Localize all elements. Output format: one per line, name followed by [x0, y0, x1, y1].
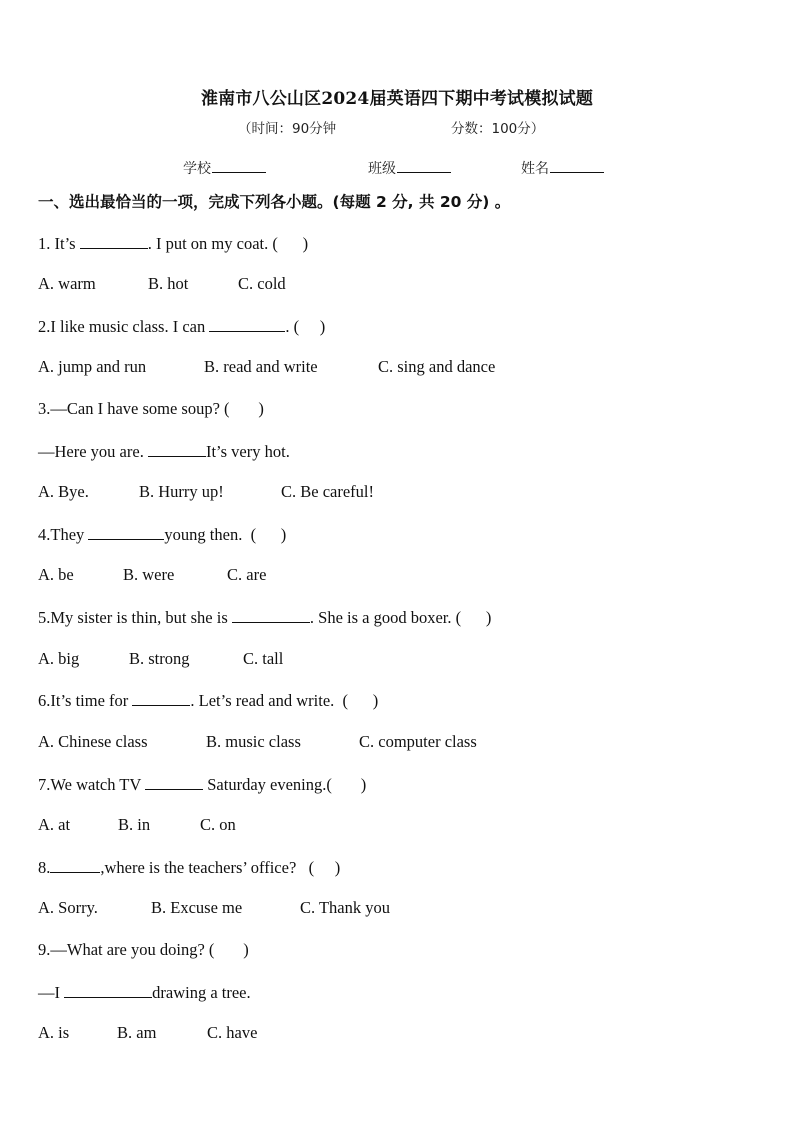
option-b: B. read and write	[204, 357, 318, 376]
option-b: B. were	[123, 565, 175, 584]
option-a: A. be	[38, 565, 74, 584]
question-text: drawing a tree.	[152, 983, 251, 1002]
name-field	[521, 158, 604, 178]
question-3: 3.—Can I have some soup? ( )	[38, 399, 264, 418]
answer-blank	[80, 233, 148, 249]
question-text: 4.They	[38, 525, 89, 544]
option-b: B. hot	[148, 274, 189, 293]
question-8-options	[38, 898, 390, 918]
question-2	[38, 316, 325, 337]
question-3-reply	[38, 441, 290, 462]
question-5-options	[38, 649, 283, 669]
name-blank	[550, 158, 604, 173]
question-text: 6.It’s time for	[38, 691, 133, 710]
class-blank	[397, 158, 451, 173]
option-b: B. in	[118, 815, 151, 834]
answer-blank	[50, 857, 100, 873]
school-blank	[212, 158, 266, 173]
answer-blank	[148, 441, 206, 457]
question-9: 9.—What are you doing? ( )	[38, 940, 249, 959]
question-4	[38, 524, 286, 545]
option-a: A. jump and run	[38, 357, 147, 376]
option-c: C. Be careful!	[281, 482, 374, 501]
question-text: —I	[38, 983, 65, 1002]
question-text: 2.I like music class. I can	[38, 317, 210, 336]
question-text: . Let’s read and write. ( )	[190, 691, 379, 710]
question-6-options	[38, 732, 477, 752]
class-field	[368, 158, 451, 178]
question-text: 1. It’s	[38, 234, 80, 253]
option-a: A. Chinese class	[38, 732, 148, 751]
option-c: C. Thank you	[300, 898, 390, 917]
question-8	[38, 857, 340, 878]
option-b: B. Hurry up!	[139, 482, 224, 501]
question-5	[38, 607, 491, 628]
option-c: C. computer class	[359, 732, 477, 751]
exam-time: （时间：90分钟	[238, 121, 337, 137]
option-b: B. music class	[206, 732, 301, 751]
question-text: ,where is the teachers’ office? ( )	[100, 858, 341, 877]
school-field	[183, 158, 266, 178]
question-9-options	[38, 1023, 257, 1043]
option-a: A. at	[38, 815, 71, 834]
question-1-options	[38, 274, 286, 294]
answer-blank	[64, 982, 152, 998]
question-text: . ( )	[285, 317, 326, 336]
option-c: C. tall	[243, 649, 284, 668]
question-1	[38, 233, 308, 254]
question-7-options	[38, 815, 236, 835]
exam-title: 淮南市八公山区2024届英语四下期中考试模拟试题	[200, 89, 594, 109]
school-label: 学校	[183, 161, 211, 177]
option-c: C. have	[207, 1023, 258, 1042]
question-9-reply	[38, 982, 251, 1003]
option-b: B. strong	[129, 649, 190, 668]
question-text: young then. ( )	[164, 525, 287, 544]
question-3-options	[38, 482, 374, 502]
question-text: —Here you are.	[38, 442, 148, 461]
question-text: . She is a good boxer. ( )	[309, 608, 492, 627]
question-2-options	[38, 357, 495, 377]
option-c: C. are	[227, 565, 267, 584]
section-heading: 一、选出最恰当的一项，完成下列各小题。(每题 2 分, 共 20 分) 。	[38, 193, 511, 211]
question-6	[38, 690, 378, 711]
option-c: C. on	[200, 815, 236, 834]
answer-blank	[88, 524, 164, 540]
exam-score: 分数：100分）	[451, 121, 545, 137]
question-text: . I put on my coat. ( )	[147, 234, 309, 253]
option-b: B. Excuse me	[151, 898, 243, 917]
question-text: 8.	[38, 858, 51, 877]
option-b: B. am	[117, 1023, 157, 1042]
question-7	[38, 774, 366, 795]
question-text: 5.My sister is thin, but she is	[38, 608, 232, 627]
option-a: A. Bye.	[38, 482, 89, 501]
question-4-options	[38, 565, 266, 585]
name-label: 姓名	[521, 161, 549, 177]
question-text: Saturday evening.( )	[203, 775, 367, 794]
answer-blank	[145, 774, 203, 790]
question-text: It’s very hot.	[205, 442, 290, 461]
option-a: A. Sorry.	[38, 898, 98, 917]
question-text: 7.We watch TV	[38, 775, 146, 794]
answer-blank	[132, 690, 190, 706]
option-c: C. sing and dance	[378, 357, 496, 376]
class-label: 班级	[368, 161, 396, 177]
answer-blank	[232, 607, 310, 623]
option-a: A. is	[38, 1023, 70, 1042]
option-c: C. cold	[238, 274, 286, 293]
answer-blank	[209, 316, 285, 332]
option-a: A. warm	[38, 274, 96, 293]
option-a: A. big	[38, 649, 80, 668]
